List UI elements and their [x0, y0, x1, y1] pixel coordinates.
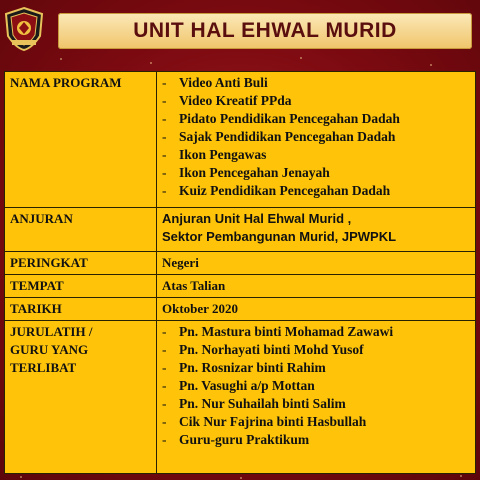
- label-anjuran: ANJURAN: [5, 208, 157, 252]
- table-row-jurulatih: [5, 321, 476, 474]
- label-peringkat: PERINGKAT: [5, 252, 157, 275]
- table-row-tempat: [5, 275, 476, 298]
- list-item: - Guru-guru Praktikum: [162, 431, 470, 449]
- table-row-peringkat: [5, 252, 476, 275]
- label-jurulatih: [5, 321, 157, 474]
- header: [0, 0, 480, 60]
- list-item: - Ikon Pengawas: [162, 146, 470, 164]
- list-item: - Ikon Pencegahan Jenayah: [162, 164, 470, 182]
- list-item: - Cik Nur Fajrina binti Hasbullah: [162, 413, 470, 431]
- label-line: TERLIBAT: [10, 360, 77, 375]
- list-item: - Video Kreatif PPda: [162, 92, 470, 110]
- label-nama-program: NAMA PROGRAM: [5, 72, 157, 208]
- list-item: - Pn. Rosnizar binti Rahim: [162, 359, 470, 377]
- list-item: - Video Anti Buli: [162, 74, 470, 92]
- label-line: GURU YANG: [10, 342, 89, 357]
- tarikh-value: Oktober 2020: [157, 298, 476, 321]
- peringkat-value: Negeri: [157, 252, 476, 275]
- program-list: [157, 72, 476, 208]
- anjuran-line-1: Anjuran Unit Hal Ehwal Murid ,: [162, 211, 352, 226]
- label-tarikh: TARIKH: [5, 298, 157, 321]
- table-row-nama-program: [5, 72, 476, 208]
- list-item: - Pn. Vasughi a/p Mottan: [162, 377, 470, 395]
- anjuran-line-2: Sektor Pembangunan Murid, JPWPKL: [162, 229, 397, 244]
- table-row-tarikh: [5, 298, 476, 321]
- list-item: - Kuiz Pendidikan Pencegahan Dadah: [162, 182, 470, 200]
- list-item: - Pn. Nur Suhailah binti Salim: [162, 395, 470, 413]
- label-line: JURULATIH /: [10, 324, 93, 339]
- anjuran-value: [157, 208, 476, 252]
- list-item: - Pn. Mastura binti Mohamad Zawawi: [162, 323, 470, 341]
- school-crest-logo-icon: [2, 6, 46, 52]
- list-item: - Sajak Pendidikan Pencegahan Dadah: [162, 128, 470, 146]
- table-row-anjuran: [5, 208, 476, 252]
- jurulatih-list: [157, 321, 476, 474]
- list-item: - Pn. Norhayati binti Mohd Yusof: [162, 341, 470, 359]
- list-item: - Pidato Pendidikan Pencegahan Dadah: [162, 110, 470, 128]
- tempat-value: Atas Talian: [157, 275, 476, 298]
- page-title: UNIT HAL EHWAL MURID: [133, 19, 397, 42]
- program-info-table: [4, 71, 476, 474]
- title-banner: [58, 13, 472, 49]
- label-tempat: TEMPAT: [5, 275, 157, 298]
